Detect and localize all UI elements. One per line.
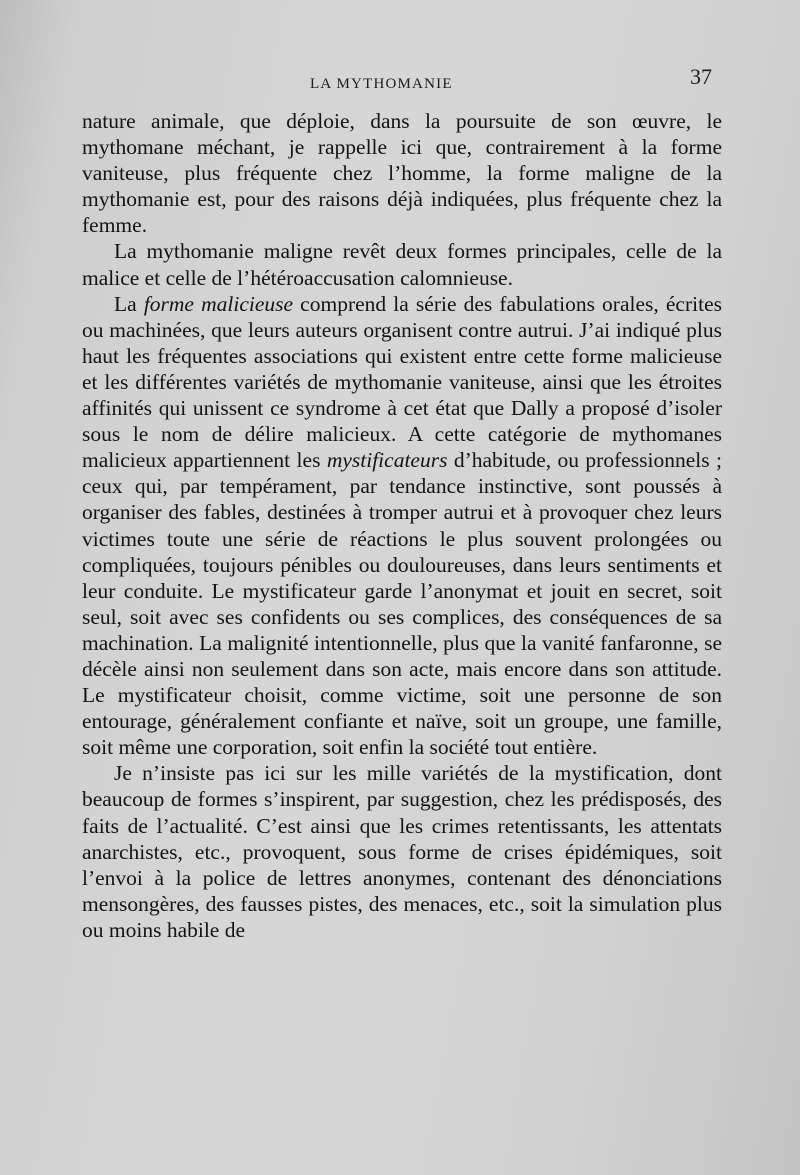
term-forme-malicieuse: forme malicieuse xyxy=(143,291,294,316)
body-text xyxy=(82,108,722,943)
paragraph-4: Je n’insiste pas ici sur les mille variétés de la mystification, dont beaucoup de formes s’inspirent, par suggestion, chez les prédisposés, des faits de l’actualité. C’est ainsi que les crimes retentissants, les attentats anarchistes, etc., provoquent, sous forme de crises épidémiques, soit l’envoi à la police de lettres anonymes, contenant des dénonciations mensongères, des fausses pistes, des menaces, etc., soit la simulation plus ou moins habile de xyxy=(82,761,722,942)
term-mystificateurs: mystificateurs xyxy=(326,448,448,473)
page-number: 37 xyxy=(690,64,712,89)
paragraph-1-continued: nature animale, que déploie, dans la poursuite de son œuvre, le mythomane méchant, je rappelle ici que, contrairement à la forme vaniteuse, plus fréquente chez l’homme, la forme maligne de la mythomanie est, pour des raisons déjà indiquées, plus fréquente chez la femme. xyxy=(82,109,722,238)
page-header xyxy=(80,62,720,96)
paragraph-3-tail: d’habitude, ou professionnels ; ceux qui, par tempérament, par tendance instinctive, sont poussés à organiser des fables, destinées à tromper autrui et à provoquer chez leurs victimes toute une série de réactions le plus souvent prolongées ou compliquées, toujours pénibles ou douloureuses, dans leurs sentiments et leur conduite. Le mystificateur garde l’anonymat et jouit en secret, soit seul, soit avec ses confidents ou ses complices, des conséquences de sa machination. La malignité intentionnelle, plus que la vanité fanfaronne, se décèle ainsi non seulement dans son acte, mais encore dans son attitude. Le mystificateur choisit, comme victime, soit une personne de son entourage, généralement confiante et naïve, soit un groupe, une famille, soit même une corporation, soit enfin la société tout entière. xyxy=(82,448,722,760)
paragraph-3-lead: La xyxy=(114,291,144,316)
paragraph-2: La mythomanie maligne revêt deux formes principales, celle de la malice et celle de l’hétéroaccusation calomnieuse. xyxy=(82,239,722,290)
paragraph-3 xyxy=(82,291,722,761)
paragraph-3-body: comprend la série des fabulations orales, écrites ou machinées, que leurs auteurs organisent contre autrui. J’ai indiqué plus haut les fréquentes associations qui existent entre cette forme malicieuse et les différentes variétés de mythomanie vaniteuse, ainsi que les étroites affinités qui unissent ce syndrome à cet état que Dally a proposé d’isoler sous le nom de délire malicieux. A cette catégorie de mythomanes malicieux appartiennent les xyxy=(82,291,722,473)
running-title: LA MYTHOMANIE xyxy=(310,76,453,92)
